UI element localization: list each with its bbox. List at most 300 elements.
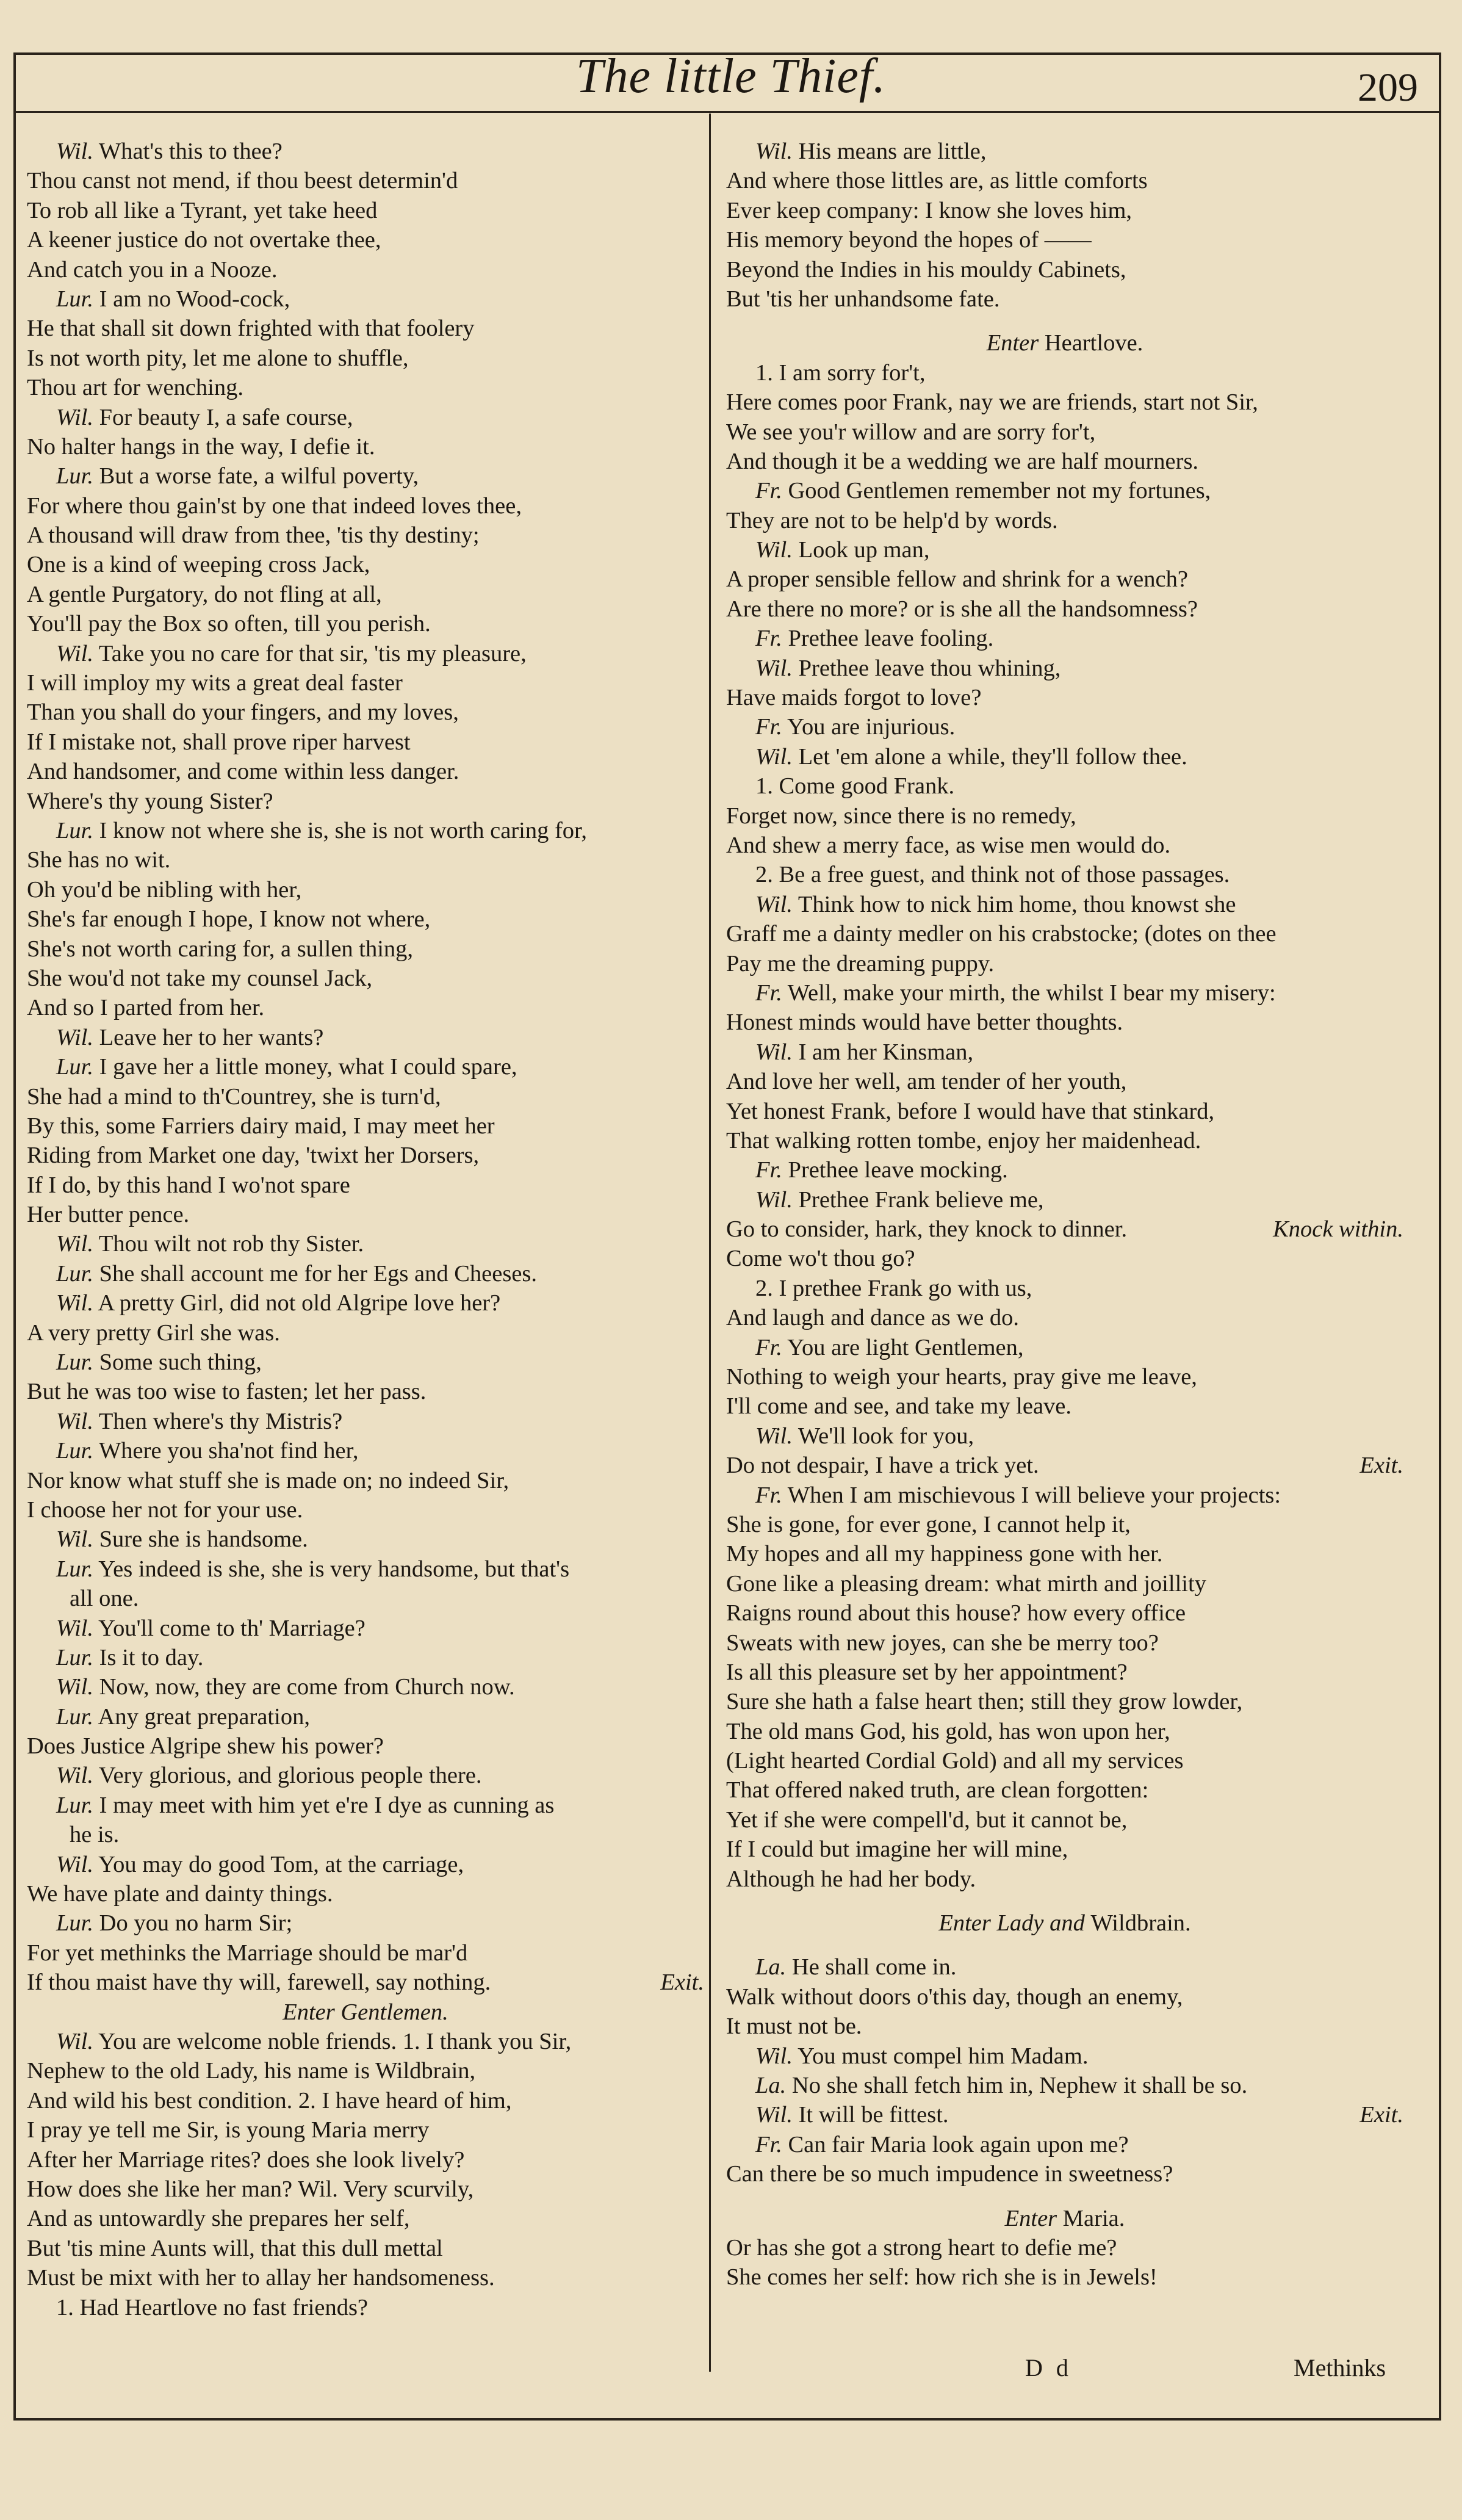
line-text: You may do good Tom, at the carriage, [98,1851,464,1877]
speaker-label: Wil. [56,404,93,430]
verse-line [27,1525,704,1554]
verse-line [27,964,704,993]
line-text: If I mistake not, shall prove riper harvest [27,729,411,755]
speaker-label: Lur. [56,1792,94,1818]
stage-direction-text: Enter [1004,2205,1057,2231]
verse-line [726,801,1403,831]
line-text: You are light Gentlemen, [787,1334,1024,1360]
verse-line [726,1775,1403,1805]
line-text: Come wo't thou go? [726,1246,915,1272]
line-text: And where those littles are, as little comforts [726,168,1148,194]
line-text: Graff me a dainty medler on his crabstocke; (dotes on thee [726,921,1277,947]
line-text: What's this to thee? [98,139,283,164]
line-text: Raigns round about this house? how every office [726,1600,1186,1626]
verse-line [726,1539,1403,1569]
line-text: A keener justice do not overtake thee, [27,227,381,253]
line-text: Yet honest Frank, before I would have that stinkard, [726,1098,1215,1124]
speaker-label: La. [755,1954,787,1980]
verse-line [726,284,1403,314]
verse-line [27,550,704,579]
line-text: 1. Come good Frank. [755,773,955,800]
line-text: Now, now, they are come from Church now. [99,1674,515,1700]
verse-line [726,1008,1403,1037]
verse-line [726,2012,1403,2041]
verse-line [726,1067,1403,1096]
verse-line [27,1377,704,1406]
verse-line [27,1820,704,1849]
verse-line [27,2086,704,2115]
line-text: A pretty Girl, did not old Algripe love her? [98,1290,501,1316]
speaker-label: Wil. [56,1851,93,1877]
verse-line [726,225,1403,255]
line-text: Is it to day. [99,1644,204,1670]
verse-line [27,2145,704,2175]
catchword: Methinks [1294,2354,1386,2381]
line-text: I may meet with him yet e're I dye as cunning as [99,1792,555,1818]
verse-line [726,1244,1403,1273]
verse-line [27,1052,704,1081]
verse-line [726,1421,1403,1451]
verse-line [27,284,704,314]
header-rule [13,111,1441,113]
line-text: I pray ye tell me Sir, is young Maria merry [27,2117,430,2143]
line-text: Walk without doors o'this day, though an enemy, [726,1984,1183,2010]
line-text: The old mans God, his gold, has won upon her, [726,1718,1170,1744]
verse-line [726,1717,1403,1746]
line-text: But 'tis mine Aunts will, that this dull mettal [27,2235,443,2261]
line-text: Oh you'd be nibling with her, [27,876,302,903]
verse-line [27,1348,704,1377]
line-text: To rob all like a Tyrant, yet take heed [27,197,378,223]
line-text: They are not to be help'd by words. [726,507,1058,533]
line-text: I'll come and see, and take my leave. [726,1393,1072,1420]
speaker-label: Wil. [755,1423,793,1449]
line-text: I am her Kinsman, [798,1039,974,1065]
speaker-label: Wil. [755,1186,793,1213]
verse-line [27,1436,704,1465]
verse-line [27,934,704,964]
line-text: Gone like a pleasing dream: what mirth and joillity [726,1570,1206,1597]
verse-line [27,904,704,934]
verse-line [726,1215,1403,1244]
speaker-label: Fr. [755,980,782,1006]
verse-line [726,890,1403,919]
verse-line [726,1628,1403,1658]
exit-direction: Knock within. [1273,1216,1403,1243]
line-text: She shall account me for her Egs and Cheeses. [99,1260,538,1287]
verse-line [27,1200,704,1229]
speaker-label: Lur. [56,1910,94,1937]
verse-line [27,727,704,757]
line-text: Here comes poor Frank, nay we are friends, start not Sir, [726,389,1258,416]
line-text: Or has she got a strong heart to defie me? [726,2234,1117,2261]
verse-line [726,1333,1403,1362]
line-text: Let 'em alone a while, they'll follow thee. [798,743,1187,770]
verse-line [27,993,704,1022]
verse-line [27,2056,704,2085]
line-text: A very pretty Girl she was. [27,1320,280,1346]
verse-line [27,521,704,550]
verse-line [27,1702,704,1731]
stage-direction-text: Enter Gentlemen. [283,1999,448,2025]
speaker-label: Wil. [56,1290,93,1316]
verse-line [27,1111,704,1141]
line-text: Sure she is handsome. [99,1526,308,1553]
verse-line [726,535,1403,565]
verse-line [726,565,1403,594]
stage-direction [726,1908,1403,1938]
verse-line [726,166,1403,195]
verse-line [726,1185,1403,1215]
verse-line [27,432,704,461]
signature-mark: D d [1025,2354,1072,2381]
line-text: Where you sha'not find her, [98,1438,359,1464]
line-text: We see you'r willow and are sorry for't, [726,419,1096,445]
verse-line [27,314,704,343]
line-text: Go to consider, hark, they knock to dinner. [726,1216,1128,1243]
verse-line [726,1687,1403,1716]
speaker-label: Wil. [56,1231,93,1257]
verse-line [726,594,1403,624]
line-text: He that shall sit down frighted with that foolery [27,316,475,342]
speaker-label: Wil. [56,1615,93,1641]
verse-line [726,1658,1403,1687]
spacer [726,1938,1403,1952]
line-text: By this, some Farriers dairy maid, I may meet her [27,1113,495,1139]
line-text: 2. Be a free guest, and think not of those passages. [755,862,1230,888]
verse-line [726,137,1403,166]
speaker-label: Wil. [755,2102,793,2128]
verse-line [27,2204,704,2233]
verse-line [726,1274,1403,1303]
line-text: And love her well, am tender of her youth, [726,1069,1127,1095]
verse-line [27,1466,704,1495]
verse-line [726,2100,1403,2129]
line-text: But he was too wise to fasten; let her pass. [27,1379,427,1405]
line-text: His means are little, [798,139,987,164]
line-text: When I am mischievous I will believe your projects: [787,1482,1281,1508]
line-text: Beyond the Indies in his mouldy Cabinets, [726,256,1126,283]
verse-line [27,1791,704,1820]
line-text: Can fair Maria look again upon me? [788,2131,1129,2157]
speaker-label: Wil. [56,139,93,164]
line-text: Take you no care for that sir, 'tis my pleasure, [98,640,527,666]
line-text: Are there no more? or is she all the handsomness? [726,596,1198,622]
verse-line [27,1731,704,1761]
line-text: A gentle Purgatory, do not fling at all, [27,581,382,607]
line-text: Is not worth pity, let me alone to shuffle, [27,345,409,371]
verse-line [27,609,704,638]
line-text: But 'tis her unhandsome fate. [726,286,1000,312]
verse-line [726,2233,1403,2262]
line-text: Forget now, since there is no remedy, [726,803,1076,829]
verse-line [27,403,704,432]
line-text: Prethee leave mocking. [788,1157,1008,1183]
verse-line [726,1155,1403,1185]
verse-line [27,137,704,166]
line-text: If thou maist have thy will, farewell, say nothing. [27,1969,491,1996]
stage-direction [726,2204,1403,2233]
line-text: Then where's thy Mistris? [98,1408,343,1434]
verse-line [27,1023,704,1052]
line-text: How does she like her man? Wil. Very scurvily, [27,2176,474,2202]
verse-line [726,506,1403,535]
speaker-label: Wil. [56,1763,93,1789]
line-text: A proper sensible fellow and shrink for a wench? [726,566,1188,593]
line-text: Is all this pleasure set by her appointment? [726,1659,1128,1685]
verse-line [27,875,704,904]
line-text: She comes her self: how rich she is in Jewels! [726,2264,1158,2291]
verse-line [27,757,704,786]
speaker-label: Lur. [56,463,94,489]
spacer [726,314,1403,328]
line-text: He shall come in. [791,1954,957,1980]
verse-line [27,1082,704,1111]
line-text: You'll come to th' Marriage? [98,1615,366,1641]
verse-line [726,1952,1403,1982]
verse-line [726,1038,1403,1067]
line-text: Do not despair, I have a trick yet. [726,1453,1039,1479]
speaker-label: Fr. [755,1157,782,1183]
line-text: After her Marriage rites? does she look lively? [27,2146,465,2173]
verse-line [27,845,704,875]
verse-line [27,1938,704,1968]
line-text: Riding from Market one day, 'twixt her Dorsers, [27,1143,480,1169]
line-text: Where's thy young Sister? [27,788,273,814]
line-text: You are welcome noble friends. 1. I thank you Sir, [98,2029,572,2054]
line-text: And though it be a wedding we are half mourners. [726,448,1199,474]
verse-line [726,388,1403,417]
stage-direction [726,328,1403,358]
line-text: And wild his best condition. 2. I have heard of him, [27,2087,512,2114]
line-text: You are injurious. [787,714,956,740]
verse-line [27,1407,704,1436]
line-text: She wou'd not take my counsel Jack, [27,965,373,991]
line-text: Well, make your mirth, the whilst I bear my misery: [787,980,1276,1006]
line-text: She had a mind to th'Countrey, she is turn'd, [27,1083,441,1110]
verse-line [726,712,1403,742]
line-text: I choose her not for your use. [27,1496,303,1523]
verse-line [726,1097,1403,1126]
character-name: Heartlove. [1044,330,1143,356]
line-text: And so I parted from her. [27,995,265,1021]
line-text: And laugh and dance as we do. [726,1305,1020,1331]
verse-line [27,1229,704,1258]
line-text: I know not where she is, she is not worth caring for, [99,817,587,843]
line-text: Thou canst not mend, if thou beest determin'd [27,168,458,194]
line-text: No she shall fetch him in, Nephew it shall be so. [791,2073,1248,2098]
spacer [726,1894,1403,1908]
verse-line [726,2071,1403,2100]
speaker-label: Wil. [56,1674,93,1700]
line-text: I gave her a little money, what I could spare, [99,1054,517,1080]
verse-line [726,1598,1403,1628]
verse-line [726,1805,1403,1835]
exit-direction: Exit. [1359,1453,1403,1479]
verse-line [726,2262,1403,2292]
speaker-label: Fr. [755,478,782,504]
line-text: We have plate and dainty things. [27,1881,333,1907]
line-text: Sweats with new joyes, can she be merry too? [726,1630,1159,1656]
line-text: If I could but imagine her will mine, [726,1836,1068,1863]
verse-line [726,1303,1403,1332]
verse-line [27,255,704,284]
line-text: She is gone, for ever gone, I cannot help it, [726,1511,1131,1537]
line-text: But a worse fate, a wilful poverty, [99,463,419,489]
speaker-label: Wil. [56,1526,93,1553]
character-name: Wildbrain. [1090,1910,1191,1937]
verse-line [726,654,1403,683]
line-text: And as untowardly she prepares her self, [27,2206,410,2232]
line-text: It must not be. [726,2013,862,2040]
speaker-label: Lur. [56,1349,94,1376]
verse-line [726,1835,1403,1864]
verse-line [726,2130,1403,2159]
verse-line [726,1510,1403,1539]
speaker-label: Lur. [56,817,94,843]
verse-line [27,1259,704,1288]
column-divider [709,114,711,2372]
left-column [27,137,704,2322]
verse-line [726,196,1403,225]
spacer [726,2189,1403,2204]
speaker-label: Fr. [755,626,782,652]
stage-direction-text: Enter [986,330,1039,356]
speaker-label: Lur. [56,1260,94,1287]
line-text: Yes indeed is she, she is very handsome, but that's [98,1556,570,1582]
speaker-label: Lur. [56,286,94,312]
line-text: Look up man, [798,537,930,563]
speaker-label: Wil. [56,640,93,666]
verse-line [27,668,704,698]
line-text: Prethee leave fooling. [788,626,994,652]
speaker-label: Wil. [755,655,793,681]
line-text: Although he had her body. [726,1866,976,1892]
line-text: Leave her to her wants? [99,1024,324,1050]
verse-line [27,2234,704,2263]
speaker-label: Wil. [755,891,793,917]
line-text: And shew a merry face, as wise men would do. [726,832,1171,858]
line-text: Thou wilt not rob thy Sister. [98,1231,364,1257]
line-text: We'll look for you, [798,1423,974,1449]
speaker-label: Lur. [56,1644,94,1670]
line-text: Nephew to the old Lady, his name is Wildbrain, [27,2058,476,2084]
verse-line [726,1865,1403,1894]
line-text: She's far enough I hope, I know not where, [27,906,431,933]
verse-line [27,2175,704,2204]
verse-line [27,580,704,609]
verse-line [726,949,1403,978]
verse-line [27,1141,704,1170]
verse-line [726,417,1403,447]
line-text: Yet if she were compell'd, but it cannot be, [726,1807,1128,1833]
right-column [726,137,1403,2292]
verse-line [726,476,1403,505]
verse-line [27,1908,704,1938]
speaker-label: Wil. [56,2029,93,2054]
verse-line [726,624,1403,653]
line-text: Can there be so much impudence in sweetness? [726,2161,1173,2187]
line-text: Think how to nick him home, thou knowst she [798,891,1236,917]
speaker-label: Fr. [755,714,782,740]
speaker-label: Wil. [755,537,793,563]
line-text: It will be fittest. [798,2102,949,2128]
line-text: I will imploy my wits a great deal faster [27,670,403,696]
speaker-label: Wil. [755,1039,793,1065]
line-text: One is a kind of weeping cross Jack, [27,552,370,578]
verse-line [27,1968,704,1997]
line-text: Honest minds would have better thoughts. [726,1009,1123,1036]
line-text: he is. [70,1822,120,1848]
speaker-label: Wil. [56,1024,93,1050]
line-text: She has no wit. [27,847,171,873]
verse-line [27,2263,704,2292]
verse-line [27,1554,704,1584]
speaker-label: Wil. [755,2043,793,2069]
line-text: Have maids forgot to love? [726,685,982,711]
verse-line [27,1672,704,1702]
line-text: You'll pay the Box so often, till you perish. [27,611,431,637]
line-text: Must be mixt with her to allay her handsomeness. [27,2265,495,2291]
line-text: Thou art for wenching. [27,375,243,401]
verse-line [726,2159,1403,2189]
line-text: His memory beyond the hopes of —— [726,227,1092,253]
verse-line [27,1850,704,1879]
verse-line [726,447,1403,476]
verse-line [27,166,704,195]
line-text: Than you shall do your fingers, and my loves, [27,699,459,726]
verse-line [726,1569,1403,1598]
page-number: 209 [1358,65,1418,110]
verse-line [27,1761,704,1790]
speaker-label: Wil. [56,1408,93,1434]
line-text: 1. Had Heartlove no fast friends? [56,2294,369,2320]
verse-line [27,1288,704,1318]
verse-line [27,2027,704,2056]
verse-line [27,816,704,845]
verse-line [726,683,1403,712]
running-title: The little Thief. [575,49,887,103]
verse-line [27,344,704,373]
verse-line [27,1643,704,1672]
line-text: Prethee Frank believe me, [798,1186,1044,1213]
line-text: For where thou gain'st by one that indeed loves thee, [27,493,522,519]
verse-line [27,2293,704,2322]
verse-line [726,1746,1403,1775]
speaker-label: Lur. [56,1054,94,1080]
verse-line [27,2115,704,2145]
line-text: 2. I prethee Frank go with us, [755,1275,1032,1301]
exit-direction: Exit. [660,1969,704,1996]
verse-line [27,461,704,491]
speaker-label: Lur. [56,1703,94,1730]
line-text: A thousand will draw from thee, 'tis thy destiny; [27,522,480,549]
verse-line [726,919,1403,948]
verse-line [726,1451,1403,1480]
line-text: She's not worth caring for, a sullen thing, [27,936,414,962]
speaker-label: Lur. [56,1438,94,1464]
line-text: Some such thing, [99,1349,262,1376]
line-text: I am no Wood-cock, [99,286,290,312]
verse-line [27,196,704,225]
verse-line [726,860,1403,889]
stage-direction-text: Enter Lady and [938,1910,1085,1937]
verse-line [726,1392,1403,1421]
speaker-label: Wil. [755,743,793,770]
line-text: Good Gentlemen remember not my fortunes, [788,478,1211,504]
line-text: Nothing to weigh your hearts, pray give me leave, [726,1364,1197,1390]
line-text: Sure she hath a false heart then; still they grow lowder, [726,1689,1243,1715]
